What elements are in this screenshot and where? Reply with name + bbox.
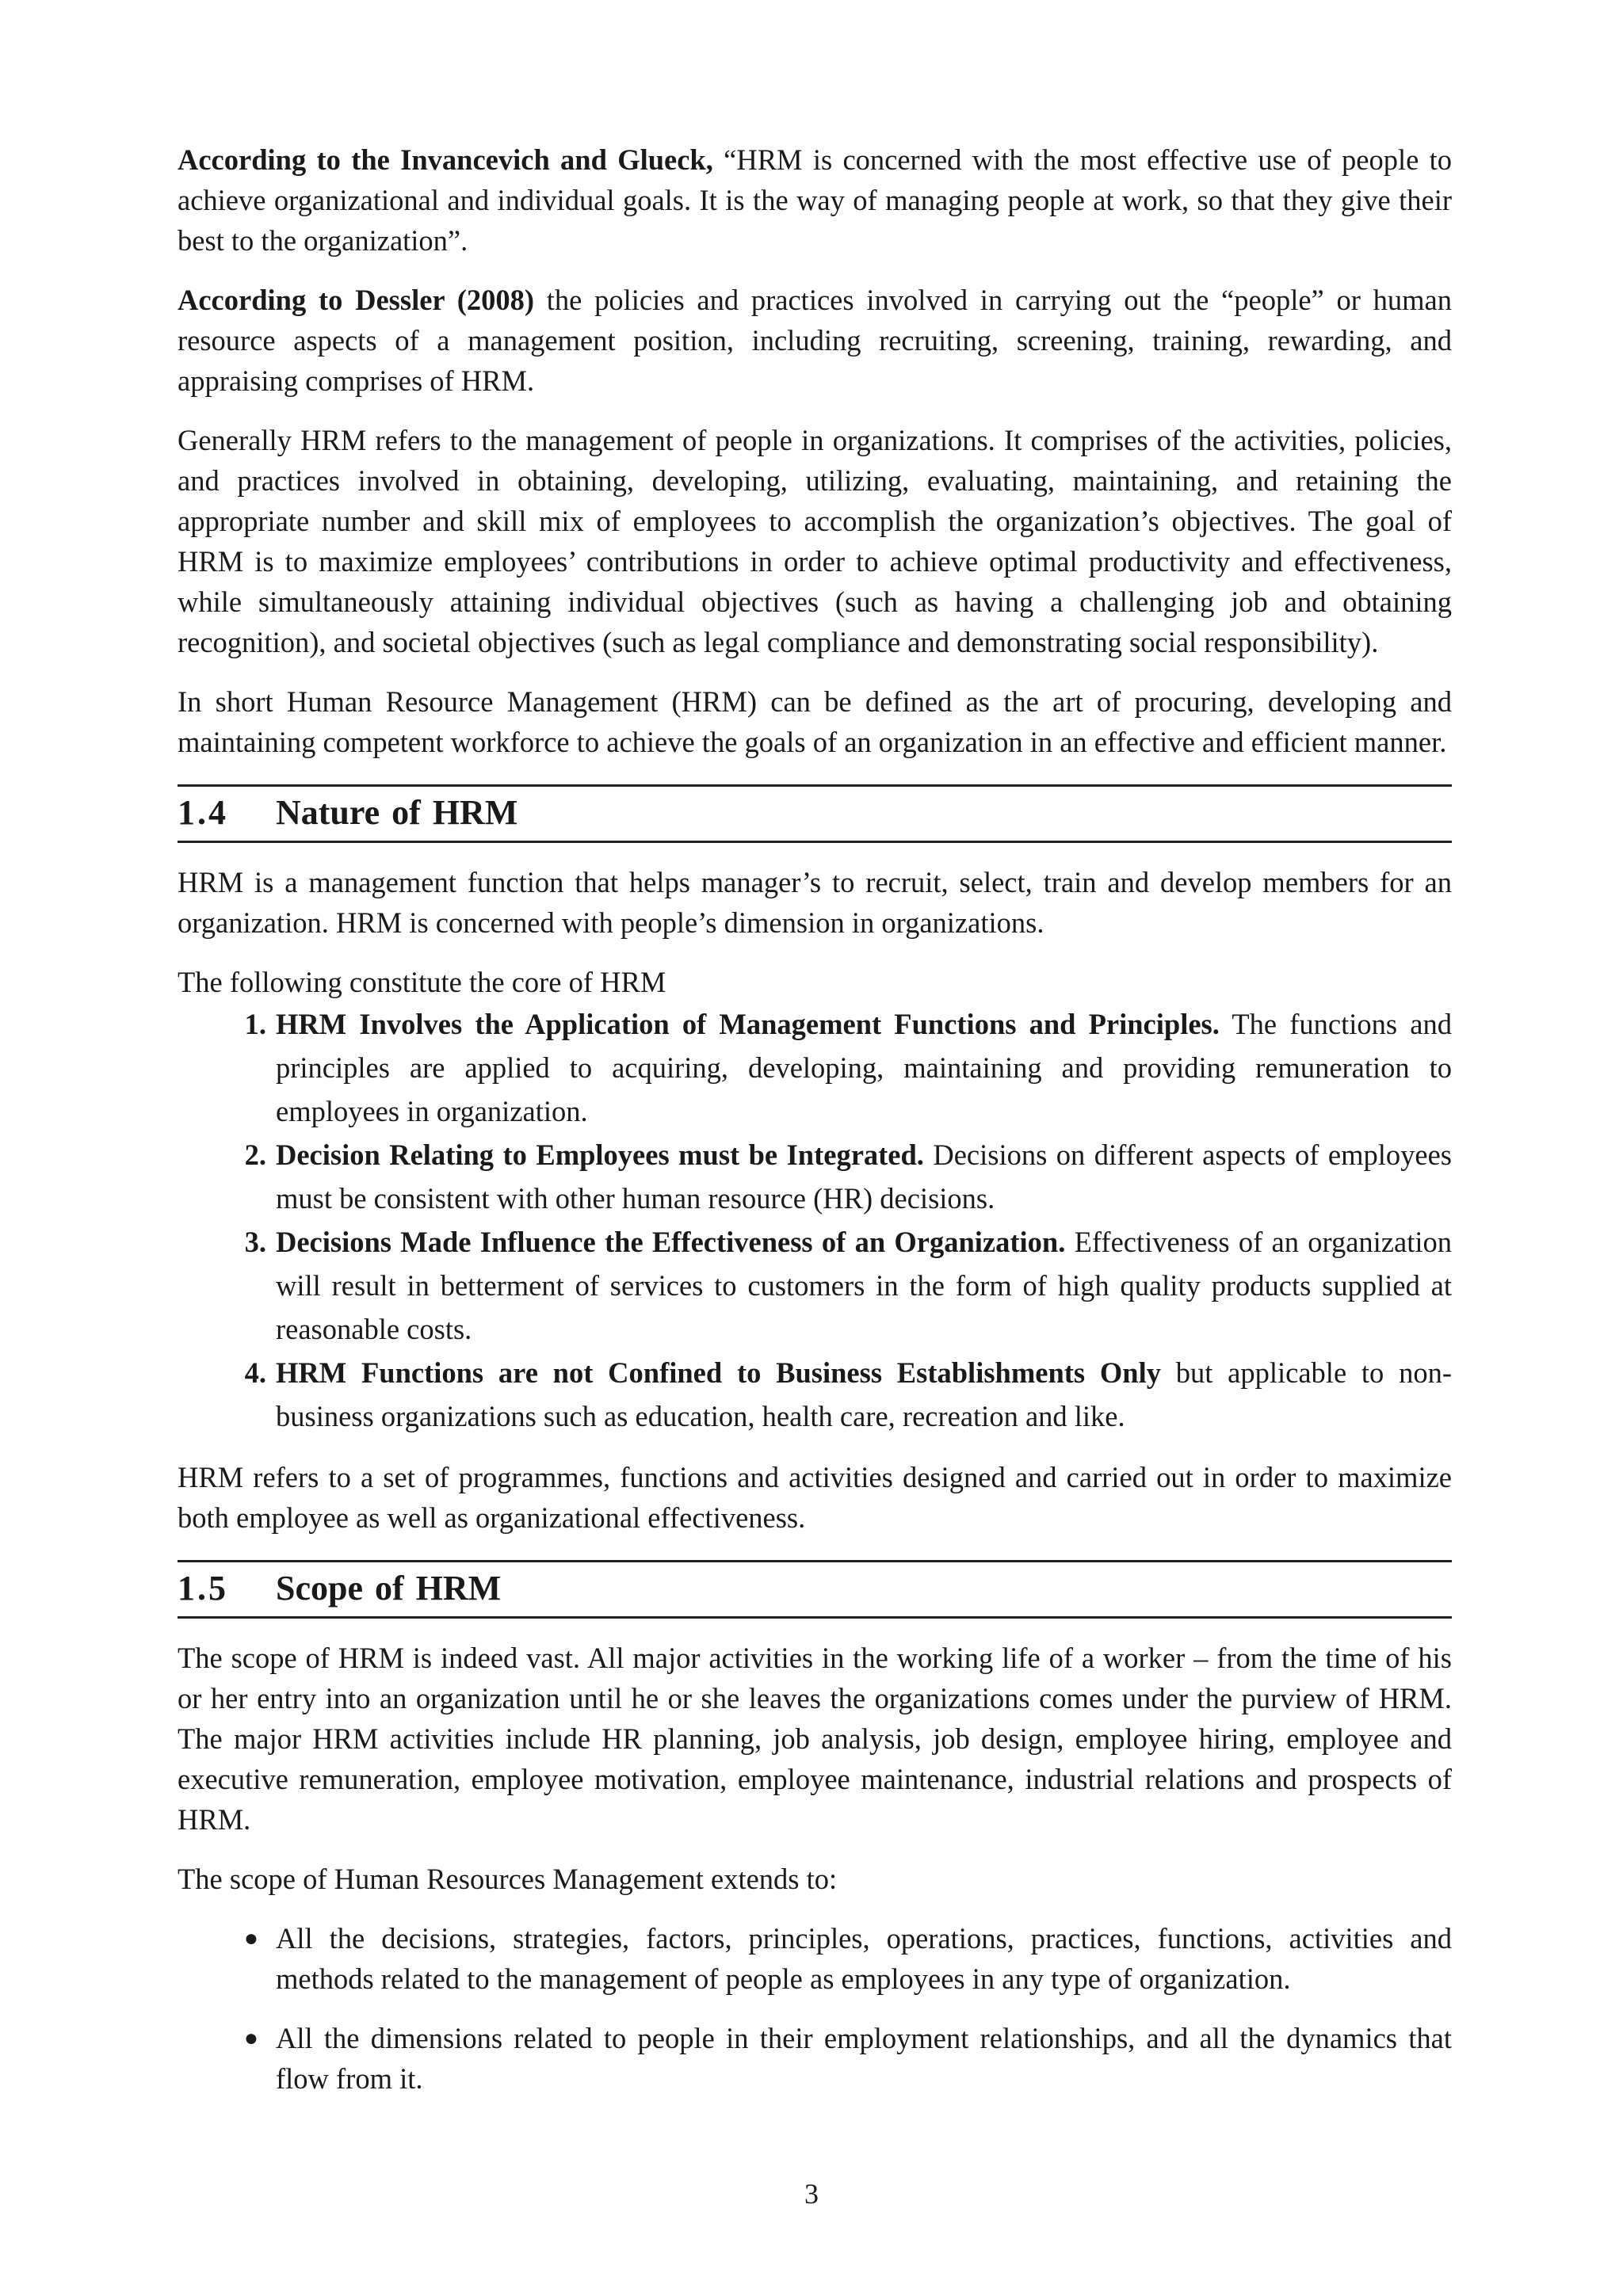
section-heading-nature — [178, 784, 1452, 843]
item-text: Effectiveness of an organization will result in betterment of services to customers in the form of high quality products supplied at reasonable costs. — [276, 1226, 1452, 1345]
bullet-icon: ● — [243, 2025, 258, 2051]
item-text: The functions and principles are applied to acquiring, developing, maintaining and providing remuneration to employees in organization. — [276, 1008, 1452, 1127]
nature-paragraph: HRM is a management function that helps manager’s to recruit, select, train and develop members for an organization. HRM is concerned with people’s dimension in organizations. — [178, 866, 1452, 939]
page-number: 3 — [804, 2178, 819, 2210]
bullet-text: All the dimensions related to people in their employment relationships, and all the dynamics that flow from it. — [276, 2022, 1452, 2095]
item-lead: Decision Relating to Employees must be Integrated. — [276, 1138, 924, 1171]
scope-list — [178, 1918, 1452, 2099]
list-item — [178, 1002, 1452, 1133]
list-number: 3. — [244, 1226, 266, 1258]
list-item — [178, 1351, 1452, 1438]
document-page — [178, 139, 1452, 2118]
scope-intro: The scope of Human Resources Management extends to: — [178, 1863, 838, 1895]
item-lead: HRM Involves the Application of Management Functions and Principles. — [276, 1008, 1220, 1040]
core-list — [178, 1002, 1452, 1438]
paragraph-lead: According to Dessler (2008) — [178, 284, 535, 316]
list-item — [178, 1133, 1452, 1220]
item-text: Decisions on different aspects of employees must be consistent with other human resource (HR) decisions. — [276, 1138, 1452, 1215]
section-number: 1.4 — [178, 793, 228, 832]
nature-closing-paragraph: HRM refers to a set of programmes, functions and activities designed and carried out in order to maximize both employee as well as organizational effectiveness. — [178, 1461, 1452, 1534]
section-title: Nature of HRM — [276, 793, 518, 832]
list-item — [178, 1918, 1452, 1999]
list-item — [178, 1220, 1452, 1351]
definition-dessler — [178, 280, 1452, 401]
definition-invancevich-glueck — [178, 139, 1452, 261]
list-number: 1. — [244, 1008, 266, 1040]
paragraph-text: Generally HRM refers to the management of people in organizations. It comprises of the activities, policies, and practices involved in obtaining, developing, utilizing, evaluating, maintaining, and retaining the appropriate number and skill mix of employees to accomplish the organization’s objectives. The goal of HRM is to maximize employees’ contributions in order to achieve optimal productivity and effectiveness, while simultaneously attaining individual objectives (such as having a challenging job and obtaining recognition), and societal objectives (such as legal compliance and demonstrating social responsibility). — [178, 424, 1452, 658]
list-item — [178, 2018, 1452, 2099]
paragraph-text: In short Human Resource Management (HRM) can be defined as the art of procuring, developing and maintaining competent workforce to achieve the goals of an organization in an effective and efficient manner. — [178, 685, 1452, 758]
item-lead: Decisions Made Influence the Effectiveness of an Organization. — [276, 1226, 1066, 1258]
section-number: 1.5 — [178, 1569, 228, 1608]
scope-paragraph: The scope of HRM is indeed vast. All major activities in the working life of a worker – from the time of his or her entry into an organization until he or she leaves the organizations comes under the purview of HRM. The major HRM activities include HR planning, job analysis, job design, employee hiring, employee and executive remuneration, employee motivation, employee maintenance, industrial relations and prospects of HRM. — [178, 1642, 1452, 1836]
section-heading-scope — [178, 1560, 1452, 1619]
bullet-icon: ● — [243, 1925, 258, 1951]
general-hrm-paragraph — [178, 420, 1452, 662]
section-title: Scope of HRM — [276, 1569, 502, 1608]
item-text: but applicable to non-business organizations such as education, health care, recreation and like. — [276, 1356, 1452, 1432]
paragraph-lead: According to the Invancevich and Glueck, — [178, 143, 713, 176]
short-definition-paragraph — [178, 681, 1452, 762]
item-lead: HRM Functions are not Confined to Business Establishments Only — [276, 1356, 1161, 1389]
bullet-text: All the decisions, strategies, factors, principles, operations, practices, functions, activities and methods related to the management of people as employees in any type of organization. — [276, 1922, 1452, 1995]
paragraph-text: “HRM is concerned with the most effective use of people to achieve organizational and individual goals. It is the way of managing people at work, so that they give their best to the organization”. — [178, 143, 1452, 257]
list-number: 2. — [244, 1138, 266, 1171]
list-number: 4. — [244, 1356, 266, 1389]
core-intro: The following constitute the core of HRM — [178, 966, 666, 998]
paragraph-text: the policies and practices involved in carrying out the “people” or human resource aspects of a management position, including recruiting, screening, training, rewarding, and appraising comprises of HRM. — [178, 284, 1452, 397]
